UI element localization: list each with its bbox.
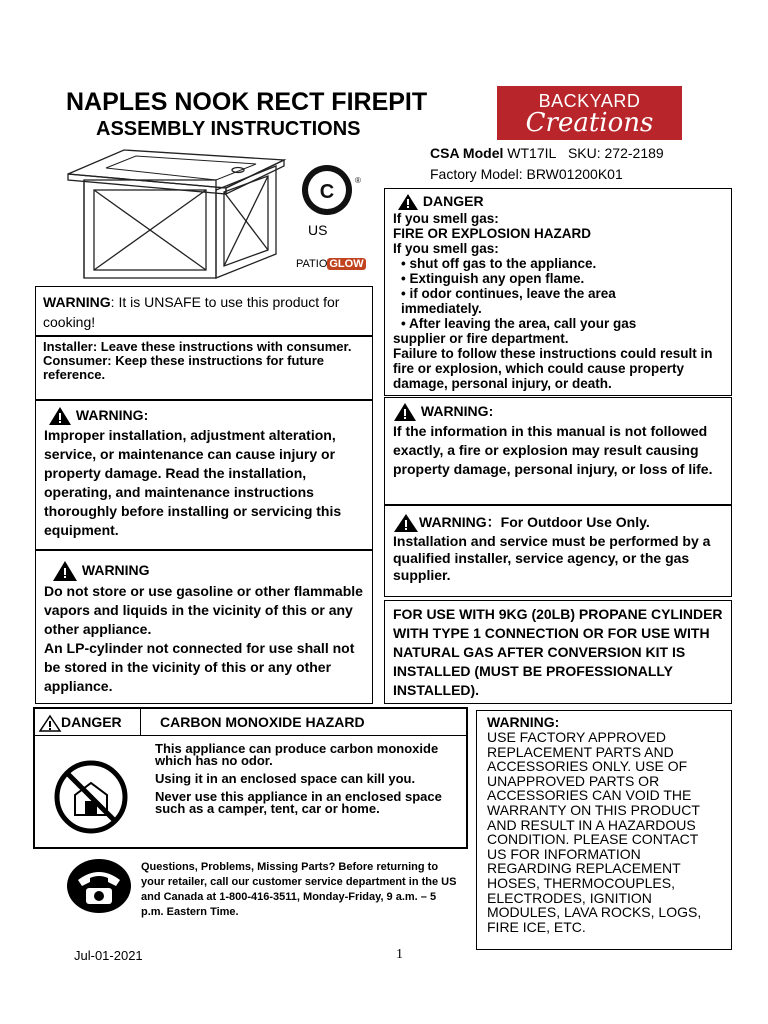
danger-gas-bullet: • if odor continues, leave the area immediately. — [401, 286, 616, 317]
installer-note-line1: Installer: Leave these instructions with consumer. — [43, 339, 352, 354]
cooking-warning-text: : It is UNSAFE to use this product for cooking! — [43, 294, 340, 330]
manual-warning-box — [384, 397, 732, 505]
danger-gas-tail2: Failure to follow these instructions could result in fire or explosion, which could cause property damage, personal injury, or death. — [393, 346, 713, 392]
warning-triangle-icon — [48, 406, 72, 426]
danger-gas-bullet: • shut off gas to the appliance. — [401, 256, 597, 272]
danger-gas-line2: FIRE OR EXPLOSION HAZARD — [393, 226, 592, 242]
csa-model-label: CSA Model — [430, 145, 504, 161]
danger-gas-line3: If you smell gas: — [393, 241, 499, 257]
logo-line1: BACKYARD — [538, 91, 641, 111]
patio-glow-text1: PATIO — [296, 258, 328, 270]
danger-gas-bullet: • After leaving the area, call your gas — [401, 316, 637, 332]
co-hazard-body — [155, 743, 455, 815]
installation-warning-box — [35, 400, 373, 550]
patio-glow-logo — [296, 258, 366, 270]
outdoor-warning-heading: WARNING：For Outdoor Use Only. — [419, 514, 650, 530]
co-hazard-p3: Never use this appliance in an enclosed space such as a camper, tent, car or home. — [155, 789, 442, 816]
footer-date: Jul-01-2021 — [74, 948, 143, 963]
manual-warning-text: If the information in this manual is not followed exactly, a fire or explosion may result causing property damage, personal injury, or loss of life. — [393, 423, 713, 478]
cooking-warning-label: WARNING — [43, 294, 111, 310]
co-danger-label-wrap — [39, 714, 122, 732]
firepit-illustration — [66, 146, 286, 284]
warning-triangle-icon — [39, 715, 61, 732]
svg-text:®: ® — [355, 176, 361, 185]
propane-text: FOR USE WITH 9KG (20LB) PROPANE CYLINDER WITH TYPE 1 CONNECTION OR FOR USE WITH NATURAL GAS AFTER CONVERSION KIT IS INSTALLED (MUST BE PROFESSIONALLY INSTALLED). — [393, 606, 723, 698]
danger-gas-tail1: supplier or fire department. — [393, 331, 569, 347]
parts-warning-heading: WARNING: — [487, 714, 560, 730]
manual-warning-colon: : — [488, 403, 494, 419]
co-hazard-p2: Using it in an enclosed space can kill you. — [155, 771, 416, 786]
backyard-creations-logo — [497, 86, 682, 140]
gasoline-warning-box — [35, 550, 373, 704]
telephone-icon — [66, 858, 132, 914]
cooking-warning-box — [35, 286, 373, 336]
gasoline-warning-text2: An LP-cylinder not connected for use shall not be stored in the vicinity of this or any other appliance. — [44, 640, 355, 695]
danger-gas-bullets — [393, 256, 723, 331]
warning-triangle-icon — [393, 402, 417, 422]
model-info — [430, 143, 664, 185]
no-enclosed-space-icon — [53, 759, 129, 835]
propane-box — [384, 600, 732, 704]
parts-warning-text: USE FACTORY APPROVED REPLACEMENT PARTS AND ACCESSORIES ONLY. USE OF UNAPPROVED PARTS OR ACCESSORIES CAN VOID THE WARRANTY ON THIS PRODUCT AND RESULT IN A HAZARDOUS CONDITION. PLEASE CONTACT US FOR INFORMATION REGARDING REPLACEMENT HOSES, THERMOCOUPLES, ELECTRODES, IGNITION MODULES, LAVA ROCKS, LOGS, FIRE ICE, ETC. — [487, 729, 702, 935]
page-subtitle: ASSEMBLY INSTRUCTIONS — [96, 118, 361, 140]
page-title: NAPLES NOOK RECT FIREPIT — [66, 88, 428, 116]
warning-triangle-icon — [52, 560, 78, 582]
gasoline-warning-text1: Do not store or use gasoline or other flammable vapors and liquids in the vicinity of this or any other appliance. — [44, 583, 363, 638]
co-hazard-title: CARBON MONOXIDE HAZARD — [160, 714, 365, 730]
parts-warning-box — [476, 710, 732, 950]
co-hazard-p1: This appliance can produce carbon monoxide which has no odor. — [155, 741, 439, 768]
manual-warning-heading: WARNING — [420, 403, 489, 419]
co-hazard-box — [33, 707, 468, 849]
installer-note-line2: Consumer: Keep these instructions for future reference. — [43, 353, 324, 382]
warning-triangle-icon — [397, 193, 419, 211]
danger-gas-box — [384, 188, 732, 396]
factory-model: Factory Model: BRW01200K01 — [430, 166, 623, 182]
installation-warning-heading: WARNING — [75, 407, 144, 423]
danger-gas-bullet: • Extinguish any open flame. — [401, 271, 585, 287]
co-danger-label: DANGER — [61, 714, 122, 730]
sku: SKU: 272-2189 — [567, 145, 664, 161]
danger-gas-line1: If you smell gas: — [393, 211, 499, 227]
csa-model-value: WT17IL — [507, 145, 557, 161]
outdoor-warning-box — [384, 505, 732, 597]
logo-line2: Creations — [525, 108, 654, 138]
outdoor-warning-text: Installation and service must be performed by a qualified installer, service agency, or the gas supplier. — [393, 533, 711, 584]
warning-triangle-icon — [393, 513, 419, 533]
csa-us-label: US — [308, 222, 328, 238]
installation-warning-colon: : — [143, 407, 149, 423]
page-number: 1 — [396, 947, 403, 962]
installer-note-box — [35, 336, 373, 400]
contact-text: Questions, Problems, Missing Parts? Before returning to your retailer, call our customer service department in the US and Canada at 1-800-416-3511, Monday-Friday, 9 a.m. – 5 p.m. Eastern Time. — [141, 861, 457, 918]
patio-glow-text2: GLOW — [329, 258, 364, 270]
installation-warning-text: Improper installation, adjustment alteration, service, or maintenance can cause injury or property damage. Read the installation, operating, and maintenance instructions thoroughly before installing or servicing this equipment. — [44, 427, 342, 539]
danger-gas-heading: DANGER — [422, 193, 484, 209]
svg-text:C: C — [319, 181, 335, 203]
gasoline-warning-heading: WARNING — [81, 562, 150, 578]
